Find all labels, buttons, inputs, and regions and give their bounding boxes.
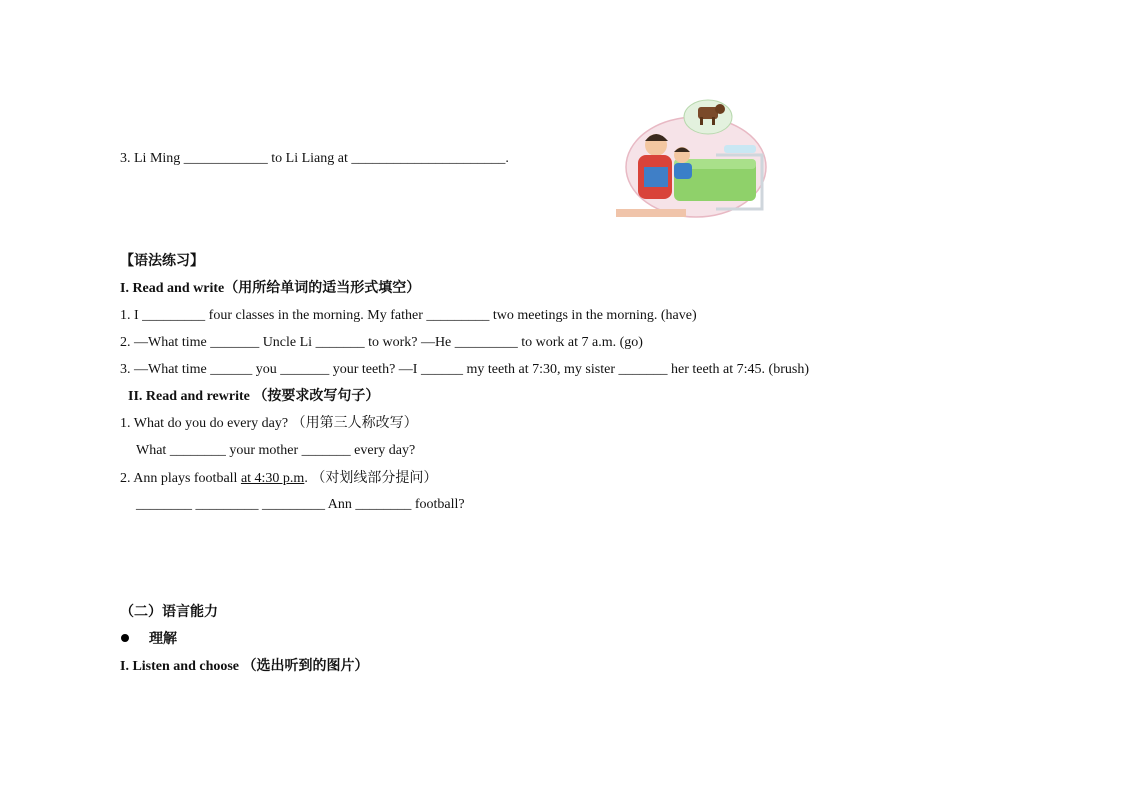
rewrite-q2-underlined-time: at 4:30 p.m <box>240 471 305 486</box>
grammar-practice-heading: 【语法练习】 <box>120 254 204 269</box>
read-and-rewrite-title: II. Read and rewrite （按要求改写句子） <box>128 389 380 404</box>
read-write-item-3: 3. —What time ______ you _______ your teeth? —I ______ my teeth at 7:30, my sister _______ her teeth at 7:45. (brush) <box>120 362 809 377</box>
comprehension-label: 理解 <box>149 632 177 647</box>
listen-and-choose-title: I. Listen and choose （选出听到的图片） <box>120 659 369 674</box>
read-and-write-title: I. Read and write（用所给单词的适当形式填空） <box>120 281 421 296</box>
rewrite-q2-text: 2. Ann plays football <box>120 471 241 486</box>
rewrite-question-2 <box>120 470 437 488</box>
rewrite-answer-1: What ________ your mother _______ every day? <box>136 443 416 458</box>
rewrite-q2-instruction: . （对划线部分提问） <box>304 471 438 486</box>
language-ability-heading: （二）语言能力 <box>120 605 218 620</box>
read-write-item-2: 2. —What time _______ Uncle Li _______ to work? —He _________ to work at 7 a.m. (go) <box>120 335 643 350</box>
father-reading-to-child-illustration <box>616 97 768 219</box>
read-write-item-1: 1. I _________ four classes in the morning. My father _________ two meetings in the morning. (have) <box>120 308 697 323</box>
bullet-icon <box>121 634 129 642</box>
rewrite-answer-2: ________ _________ _________ Ann ________ football? <box>136 497 465 512</box>
question-3-line: 3. Li Ming ____________ to Li Liang at ______________________. <box>120 151 509 166</box>
rewrite-question-1: 1. What do you do every day? （用第三人称改写） <box>120 416 418 431</box>
